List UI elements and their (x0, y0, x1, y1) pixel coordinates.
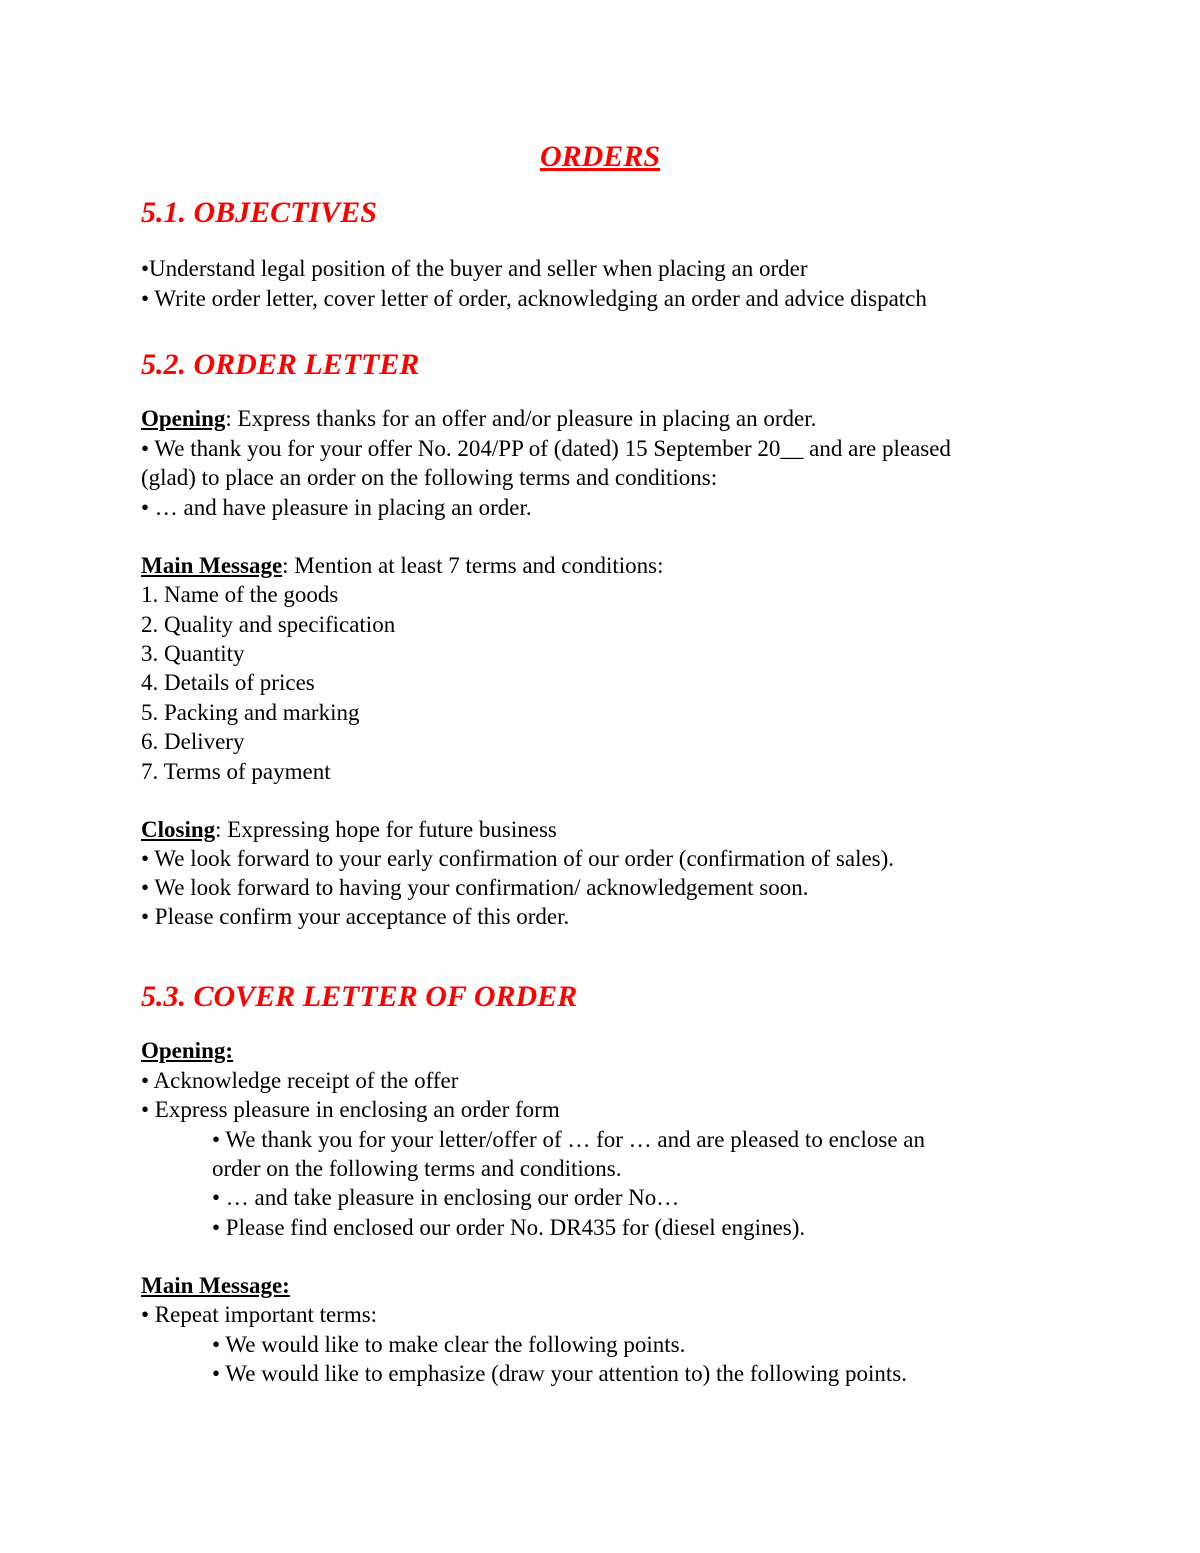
page-title: ORDERS (539, 140, 661, 173)
cover-opening-line: • Express pleasure in enclosing an order form (141, 1097, 560, 1122)
cover-main-example: • We would like to emphasize (draw your attention to) the following points. (212, 1361, 907, 1386)
cover-main-line: • Repeat important terms: (141, 1302, 378, 1327)
cover-opening-line: • Acknowledge receipt of the offer (141, 1068, 459, 1093)
closing-line: • Please confirm your acceptance of this order. (141, 904, 570, 929)
cover-opening-example: order on the following terms and conditions. (212, 1156, 622, 1181)
order-letter-opening (141, 404, 816, 434)
cover-opening-example: • We thank you for your letter/offer of … for … and are pleased to enclose an (212, 1127, 925, 1152)
closing-line: • We look forward to your early confirmation of our order (confirmation of sales). (141, 846, 895, 871)
main-message-label: Main Message: (141, 1273, 290, 1298)
cover-opening-example: • Please find enclosed our order No. DR435 for (diesel engines). (212, 1215, 806, 1240)
order-letter-opening-line: • … and have pleasure in placing an order. (141, 495, 532, 520)
closing-line: • We look forward to having your confirmation/ acknowledgement soon. (141, 875, 809, 900)
cover-main-example: • We would like to make clear the following points. (212, 1332, 686, 1357)
section-heading-order-letter: 5.2. ORDER LETTER (141, 348, 420, 381)
main-message-text: : Mention at least 7 terms and conditions: (282, 553, 664, 578)
opening-label: Opening (141, 406, 226, 431)
opening-text: : Express thanks for an offer and/or pleasure in placing an order. (225, 406, 817, 431)
closing-label: Closing (141, 817, 216, 842)
term-list-item: 2. Quality and specification (141, 612, 396, 637)
objectives-line: •Understand legal position of the buyer and seller when placing an order (141, 256, 808, 281)
term-list-item: 6. Delivery (141, 729, 245, 754)
cover-letter-main-message (141, 1271, 290, 1301)
section-heading-objectives: 5.1. OBJECTIVES (141, 196, 377, 229)
term-list-item: 1. Name of the goods (141, 582, 339, 607)
section-heading-cover-letter: 5.3. COVER LETTER OF ORDER (141, 980, 578, 1013)
term-list-item: 4. Details of prices (141, 670, 315, 695)
cover-letter-opening (141, 1036, 233, 1066)
order-letter-closing (141, 815, 557, 845)
order-letter-opening-line: • We thank you for your offer No. 204/PP of (dated) 15 September 20__ and are pleased (141, 436, 951, 461)
opening-label: Opening: (141, 1038, 234, 1063)
term-list-item: 5. Packing and marking (141, 700, 360, 725)
closing-text: : Expressing hope for future business (215, 817, 557, 842)
term-list-item: 7. Terms of payment (141, 759, 331, 784)
main-message-label: Main Message (141, 553, 283, 578)
objectives-line: • Write order letter, cover letter of order, acknowledging an order and advice dispatch (141, 286, 927, 311)
order-letter-opening-line: (glad) to place an order on the following terms and conditions: (141, 465, 718, 490)
term-list-item: 3. Quantity (141, 641, 245, 666)
order-letter-main-message (141, 551, 664, 581)
cover-opening-example: • … and take pleasure in enclosing our order No… (212, 1185, 680, 1210)
